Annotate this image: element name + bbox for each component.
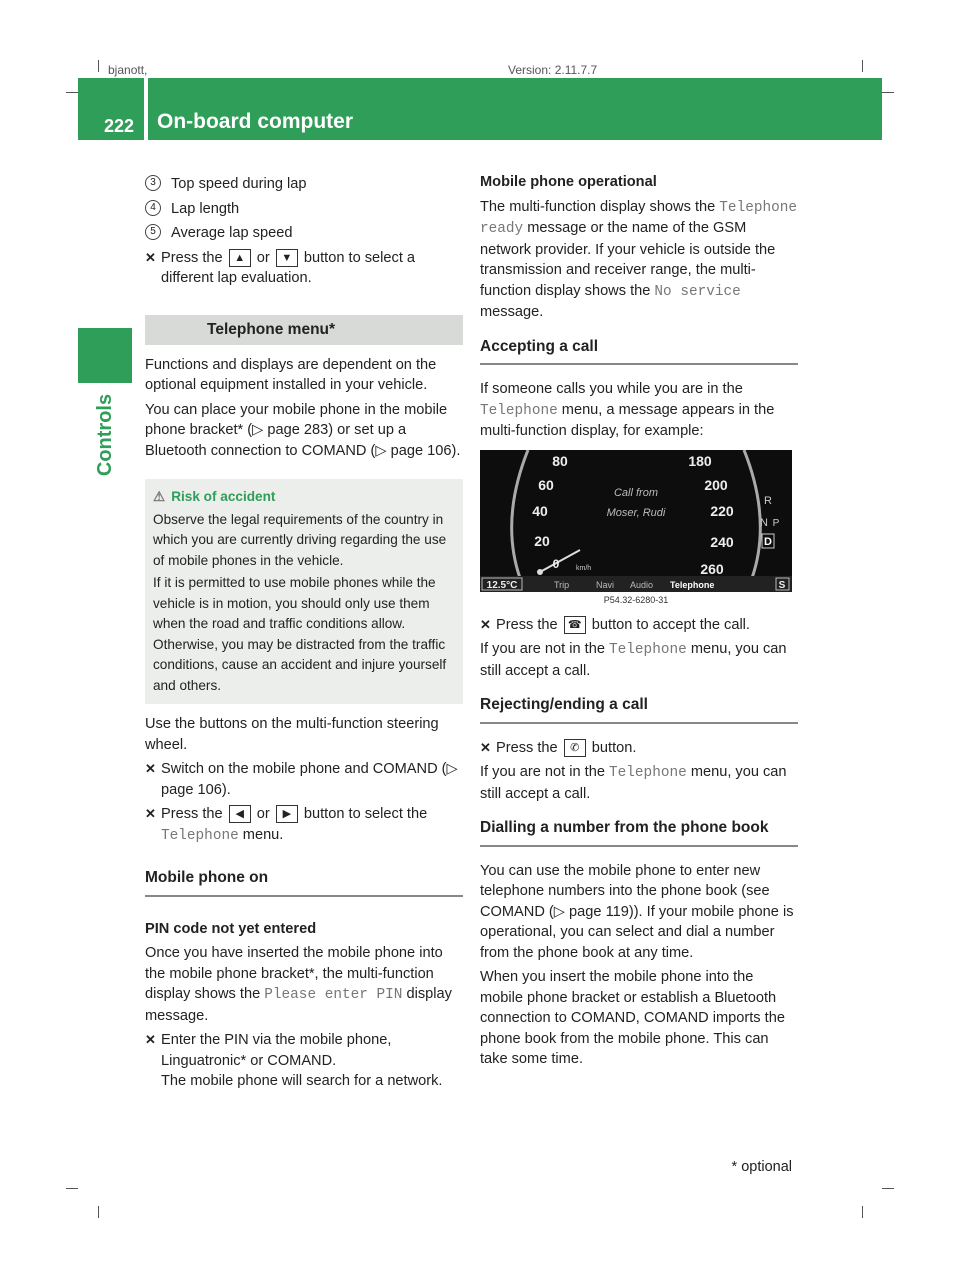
instruction-step <box>145 804 463 846</box>
crop-mark <box>862 1206 863 1218</box>
instruction-step <box>480 738 798 759</box>
left-button-icon: ◀ <box>229 805 251 823</box>
list-item-text: Average lap speed <box>171 225 293 241</box>
step-text: button to accept the call. <box>591 616 750 633</box>
display-text: Please enter PIN <box>264 987 403 1003</box>
scale-label: 80 <box>552 452 568 469</box>
section-heading-dialling: Dialling a number from the phone book <box>480 818 798 847</box>
crop-mark <box>66 1188 78 1189</box>
paragraph <box>480 379 798 442</box>
display-text: Telephone <box>161 827 239 844</box>
scale-label: 0 <box>552 556 560 571</box>
list-item-text: Top speed during lap <box>171 176 307 192</box>
step-text: Press the <box>496 739 558 756</box>
footer-note: * optional <box>731 1159 792 1175</box>
page-title: On-board computer <box>157 110 354 133</box>
step-text: Switch on the mobile phone and COMAND (▷ page 106). <box>161 761 458 798</box>
number-badge: 4 <box>145 200 161 216</box>
step-arrow-icon: ✕ <box>145 1032 156 1047</box>
number-badge: 5 <box>145 224 161 240</box>
side-label <box>78 380 132 490</box>
call-from-label: Call from <box>613 486 659 499</box>
left-column <box>145 174 463 1096</box>
crop-mark <box>882 92 894 93</box>
step-text: Enter the PIN via the mobile phone, Linguatronic* or COMAND. <box>161 1032 392 1069</box>
crop-mark <box>98 60 99 72</box>
list-item <box>145 223 463 244</box>
side-tab <box>78 328 132 383</box>
menu-navi: Navi <box>596 579 615 590</box>
scale-label: 240 <box>710 533 734 550</box>
gear-label: R <box>764 494 772 507</box>
paragraph <box>480 639 798 681</box>
step-text: Press the <box>161 806 223 822</box>
instruction-step <box>145 759 463 800</box>
instruction-step <box>480 615 798 636</box>
text: Once you have inserted the mobile phone into the mobile phone bracket*, the multi-function display shows the <box>145 945 443 1002</box>
instruction-step <box>145 248 463 289</box>
image-code: P54.32-6280-31 <box>603 594 669 605</box>
text: message. <box>480 304 544 320</box>
step-text: button to select the <box>303 806 428 822</box>
scale-label: 220 <box>710 502 734 519</box>
warning-text: Observe the legal requirements of the country in which you are currently driving regarding the use of mobile phones in the vehicle. <box>153 511 447 568</box>
crop-mark <box>862 60 863 72</box>
warning-box <box>145 479 463 704</box>
print-meta-right: Version: 2.11.7.7 <box>508 63 598 77</box>
list-item <box>145 199 463 220</box>
scale-label: 40 <box>532 502 548 519</box>
number-badge: 3 <box>145 175 161 191</box>
step-text: button to select a different lap evaluation. <box>161 249 416 286</box>
list-item-text: Lap length <box>171 200 240 217</box>
step-text: button. <box>591 739 637 756</box>
step-text: Press the <box>496 616 558 633</box>
gear-label: N <box>760 516 768 529</box>
section-heading-telephone-menu: Telephone menu* <box>145 315 463 345</box>
display-text: Telephone ready <box>480 199 798 237</box>
crop-mark <box>882 1188 894 1189</box>
crop-mark <box>98 1206 99 1218</box>
warning-text: If it is permitted to use mobile phones while the vehicle is in motion, you should only use them when the road and traffic conditions allow. Otherwise, you may be distracted from the traffic conditions, cause an accident and injure yourself and others. <box>153 575 447 693</box>
scale-label: 20 <box>534 532 550 549</box>
paragraph <box>480 197 798 323</box>
step-arrow-icon: ✕ <box>480 739 491 755</box>
section-heading-rejecting: Rejecting/ending a call <box>480 695 798 724</box>
instruction-step <box>145 1030 463 1092</box>
gear-label: P <box>772 517 780 529</box>
paragraph: You can use the mobile phone to enter new telephone numbers into the phone book (see COMAND (▷ page 119)). If your mobile phone is operational, you can select and dial a number from the phone book at any time. <box>480 862 794 961</box>
text: The multi-function display shows the <box>480 198 716 215</box>
print-meta-left: bjanott, <box>108 63 148 77</box>
scale-label: 200 <box>704 476 728 493</box>
list-item <box>145 174 463 195</box>
text: menu, a message appears in the multi-function display, for example: <box>480 401 775 439</box>
right-button-icon: ▶ <box>276 805 298 823</box>
warning-triangle-icon: ⚠ <box>153 489 166 504</box>
page-number: 222 <box>103 116 134 136</box>
scale-label: 180 <box>688 452 712 469</box>
up-button-icon: ▲ <box>229 249 251 267</box>
scale-label: 60 <box>538 476 554 493</box>
gear-label: D <box>764 535 772 548</box>
right-column <box>480 172 798 1074</box>
text: If you are not in the <box>480 641 605 657</box>
side-label-text: Controls <box>93 393 116 477</box>
caller-name: Moser, Rudi <box>606 506 666 519</box>
text: menu, you can still accept a call. <box>480 641 787 679</box>
step-result: The mobile phone will search for a network. <box>161 1073 443 1089</box>
temperature: 12.5°C <box>486 579 518 591</box>
step-text: Press the <box>161 249 223 266</box>
phone-accept-icon: ☎ <box>564 616 586 634</box>
text: display message. <box>145 986 452 1024</box>
step-arrow-icon: ✕ <box>145 806 156 821</box>
phone-end-icon: ✆ <box>564 739 586 757</box>
text: If you are not in the <box>480 764 605 780</box>
subheading: Mobile phone operational <box>480 174 657 190</box>
instrument-cluster-image <box>480 450 792 605</box>
menu-telephone: Telephone <box>670 579 715 590</box>
scale-label: 260 <box>700 560 724 577</box>
paragraph: You can place your mobile phone in the mobile phone bracket* (▷ page 283) or set up a Bluetooth connection to COMAND (▷ page 106). <box>145 401 461 459</box>
paragraph: Use the buttons on the multi-function steering wheel. <box>145 716 439 753</box>
text: If someone calls you while you are in the <box>480 381 743 397</box>
down-button-icon: ▼ <box>276 249 298 267</box>
instrument-cluster-svg <box>480 450 792 605</box>
display-text: No service <box>654 283 741 300</box>
subheading: PIN code not yet entered <box>145 920 317 937</box>
paragraph: When you insert the mobile phone into the mobile phone bracket or establish a Bluetooth connection to COMAND, COMAND imports the phone book from the mobile phone. This can take some time. <box>480 969 785 1067</box>
text: menu, you can still accept a call. <box>480 764 787 802</box>
display-text: Telephone <box>609 642 687 658</box>
warning-title <box>153 487 455 508</box>
step-arrow-icon: ✕ <box>145 249 156 265</box>
menu-audio: Audio <box>630 579 654 590</box>
s-badge: S <box>778 579 786 591</box>
section-heading-mobile-on: Mobile phone on <box>145 868 463 897</box>
step-arrow-icon: ✕ <box>480 616 491 632</box>
step-text: menu. <box>242 826 284 843</box>
display-text: Telephone <box>609 765 687 781</box>
paragraph <box>145 943 463 1026</box>
step-arrow-icon: ✕ <box>145 761 156 776</box>
display-text: Telephone <box>480 402 558 419</box>
step-text: or <box>256 806 270 822</box>
warning-title-text: Risk of accident <box>171 489 276 504</box>
paragraph <box>480 762 798 804</box>
text: message or the name of the GSM network provider. If your vehicle is outside the transmission and receiver range, the multi-function display shows the <box>480 220 776 299</box>
section-heading-accepting: Accepting a call <box>480 337 798 366</box>
step-text: or <box>256 249 270 266</box>
menu-trip: Trip <box>554 579 570 590</box>
paragraph: Functions and displays are dependent on the optional equipment installed in your vehicle. <box>145 356 437 393</box>
crop-mark <box>66 92 78 93</box>
unit-label: km/h <box>576 564 592 572</box>
